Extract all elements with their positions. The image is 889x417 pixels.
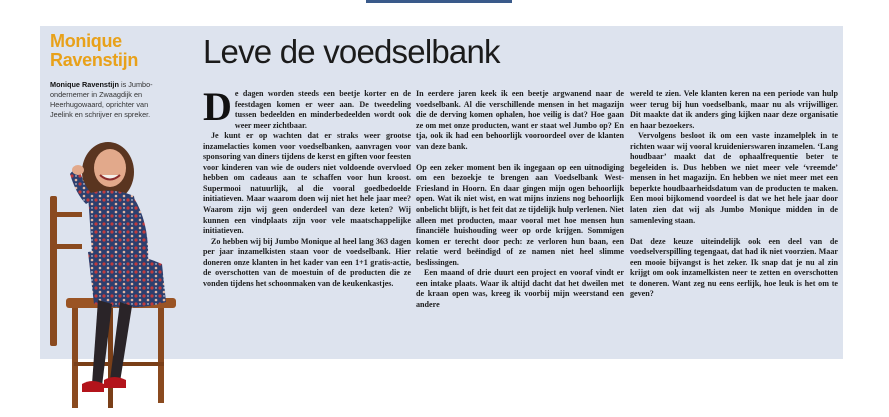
author-last-name: Ravenstijn bbox=[50, 50, 139, 70]
author-photo bbox=[38, 134, 178, 417]
paragraph-text: e dagen worden steeds een beetje korter en de feestdagen komen er weer aan. De tweedeling tussen bedeelden en minderbedeelden wordt ook weer meer zichtbaar. bbox=[234, 89, 411, 130]
author-bio bbox=[50, 80, 172, 120]
paragraph: Zo hebben wij bij Jumbo Monique al heel lang 363 dagen per jaar inzamelkisten staan voor de voedselbank. Hier doneren onze klanten in het kader van een 1+1 gratis-actie, de overschotten van de moestuin of de producten die ze vonden tijdens het schoonmaken van de keukenkastjes. bbox=[203, 236, 411, 288]
paragraph: Dat deze keuze uiteindelijk ook een deel van de voedselverspilling tegengaat, dat had ik niet voorzien. Maar een mooie bijvangst is het zeker. Ik snap dat je nu al zin krijgt om ook inzamelkisten neer te zetten en overschotten te doneren. Want zeg nu eens eerlijk, hoe leuk is het om te geven? bbox=[630, 236, 838, 299]
article-column-2 bbox=[416, 89, 624, 310]
drop-cap: D bbox=[203, 84, 232, 129]
paragraph: Vervolgens besloot ik om een vaste inzamelplek in te richten waar wij vooral kruidenierswaren inzamelen. ‘Lang houdbaar’ maakt dat de ophaalfrequentie beter te begeleiden is. Dus hebben we niet meer vele ‘vreemde’ mensen in het magazijn. En hebben we niet meer met een beperkte houdbaarheidsdatum van de producten te maken. Een mooi bijkomend voordeel is dat we het hele jaar door laten zien dat wij als Jumbo Monique midden in de samenleving staan. bbox=[630, 131, 838, 225]
paragraph: Een maand of drie duurt een project en vooraf vindt er een intake plaats. Waar ik altijd dacht dat het dweilen met de kraan open was, kreeg ik voorbij mijn weerstand een andere bbox=[416, 268, 624, 309]
author-bio-text: is Jumbo-ondernemer in Zwaagdijk en Heerhugowaard, oprichter van Jeelink en schrijver en spreker. bbox=[50, 80, 153, 119]
paragraph: In eerdere jaren keek ik een beetje argwanend naar de voedselbank. Al die verschillende mensen in het magazijn die de derving komen ophalen, hoe veilig is dat? Hoe gaan ze om met onze producten, want er staat wel Jumbo op? En tja, ook ik had een behoorlijk vooroordeel over de klanten van deze bank. bbox=[416, 89, 624, 151]
paragraph: Op een zeker moment ben ik ingegaan op een uitnodiging om een bezoekje te brengen aan Voedselbank West-Friesland in Hoorn. En daar gingen mijn ogen behoorlijk open. Wat ik niet wist, en wat mijns inziens nog behoorlijk onbelicht blijft, is het feit dat ze tijdelijk hulp verlenen. Niet alleen met producten, maar vooral met hoe mensen hun financiële huishouding weer op orde krijgen. Sommigen komen er terecht door pech: ze verloren hun baan, een relatie werd beëindigd of ze namen niet heel slimme beslissingen. bbox=[416, 162, 624, 267]
top-rule bbox=[366, 0, 512, 3]
article-column-3 bbox=[630, 89, 838, 300]
author-bio-name: Monique Ravenstijn bbox=[50, 80, 119, 89]
author-name-heading bbox=[50, 32, 180, 70]
headline: Leve de voedselbank bbox=[203, 33, 500, 70]
article-column-1 bbox=[203, 84, 411, 289]
paragraph bbox=[203, 84, 411, 131]
paragraph: Je kunt er op wachten dat er straks weer grootse inzamelacties komen voor voedselbanken, aanvragen voor sponsoring van diners tijdens de kerst en giften voor feesten voor kinderen van wie de ouders niet voldoende overvloed hebben om cadeaus aan te schaffen voor hun kroost. Supermooi natuurlijk, al die vooral goedbedoelde initiatieven. Maar waarom doen wij niet het hele jaar mee? Waarom zijn wij geen onderdeel van deze keten? Wij kunnen een vindplaats zijn voor vele maatschappelijke initiatieven. bbox=[203, 131, 411, 236]
paragraph: wereld te zien. Vele klanten keren na een periode van hulp weer terug bij hun voedselbank, maar nu als vrijwilliger. Dit maakte dat ik anders ging kijken naar deze organisatie en haar bezoekers. bbox=[630, 89, 838, 130]
author-first-name: Monique bbox=[50, 31, 122, 51]
